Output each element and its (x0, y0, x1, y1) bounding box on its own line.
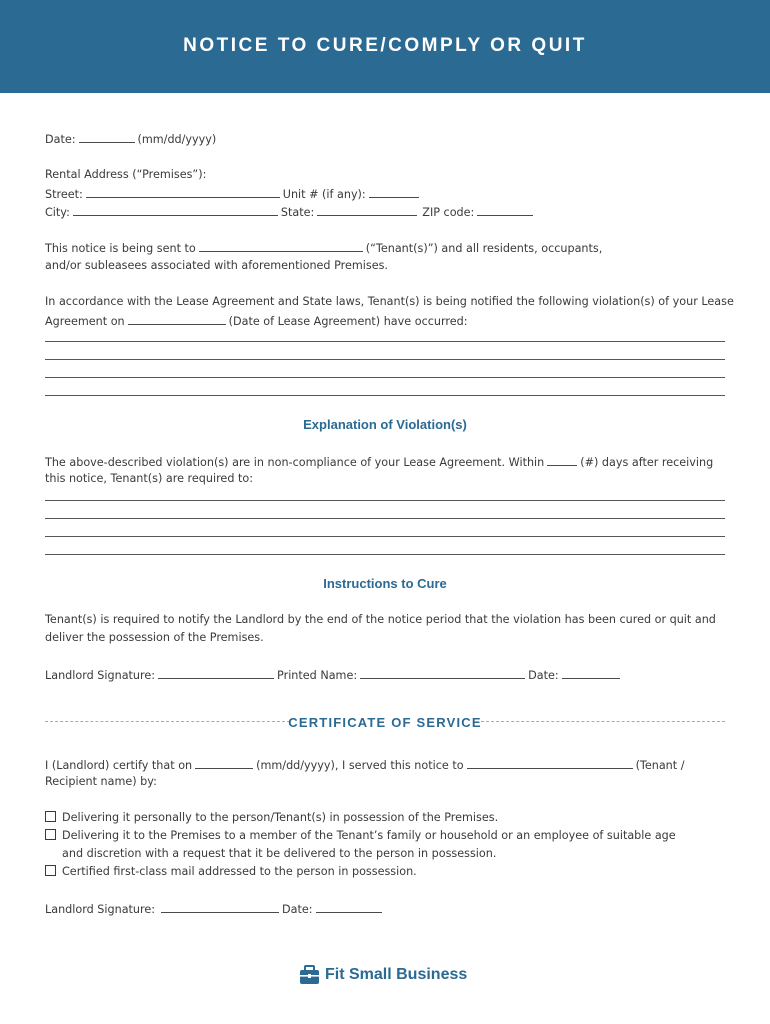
requirement-line[interactable] (45, 536, 725, 537)
certificate-date-label: Date: (282, 903, 313, 916)
instructions-line1: Tenant(s) is required to notify the Landlord by the end of the notice period that the violation has been cured or quit and (45, 613, 716, 626)
service-option (45, 829, 676, 843)
city-line (45, 204, 536, 220)
explanation-line2: this notice, Tenant(s) are required to: (45, 472, 253, 485)
service-option-label: Delivering it to the Premises to a member of the Tenant’s family or household or an employee of suitable age (62, 829, 676, 842)
footer-logo (299, 965, 467, 985)
notice-sent-suffix: (“Tenant(s)”) and all residents, occupants, (365, 242, 603, 255)
explanation-title: Explanation of Violation(s) (303, 417, 467, 432)
explanation-prefix: The above-described violation(s) are in non-compliance of your Lease Agreement. Within (45, 456, 545, 469)
violation-line[interactable] (45, 377, 725, 378)
service-option-label: Certified first-class mail addressed to the person in possession. (62, 865, 417, 878)
tenant-name-field[interactable] (199, 240, 363, 252)
checkbox[interactable] (45, 829, 56, 840)
date-line (45, 131, 216, 147)
violation-line[interactable] (45, 359, 725, 360)
service-option (45, 811, 498, 825)
certify-line1 (45, 757, 685, 773)
signature-date-label: Date: (528, 669, 559, 682)
briefcase-icon (299, 965, 320, 985)
page-title: NOTICE TO CURE/COMPLY OR QUIT (183, 34, 587, 56)
state-label: State: (280, 206, 315, 219)
brand-name: Fit Small Business (325, 966, 468, 983)
explanation-line1 (45, 454, 713, 470)
instructions-title: Instructions to Cure (323, 576, 447, 591)
violation-line[interactable] (45, 395, 725, 396)
date-format: (mm/dd/yyyy) (137, 133, 217, 146)
city-label: City: (45, 206, 70, 219)
service-option (45, 865, 417, 879)
date-field[interactable] (79, 131, 135, 143)
unit-label: Unit # (if any): (282, 188, 366, 201)
requirement-line[interactable] (45, 500, 725, 501)
accordance-line2 (45, 313, 467, 329)
checkbox[interactable] (45, 865, 56, 876)
notice-sent-line (45, 240, 602, 256)
requirement-line[interactable] (45, 518, 725, 519)
street-label: Street: (45, 188, 83, 201)
notice-sent-line2: and/or subleasees associated with aforementioned Premises. (45, 259, 388, 272)
zip-label: ZIP code: (422, 206, 475, 219)
signature-line (45, 667, 623, 683)
service-option-continuation: and discretion with a request that it be delivered to the person in possession. (62, 847, 497, 860)
service-date-field[interactable] (195, 757, 253, 769)
state-field[interactable] (317, 204, 417, 216)
accordance-line1: In accordance with the Lease Agreement and State laws, Tenant(s) is being notified the following violation(s) of your Lease (45, 295, 734, 308)
accordance-suffix: (Date of Lease Agreement) have occurred: (228, 315, 468, 328)
certify-prefix: I (Landlord) certify that on (45, 759, 193, 772)
date-label: Date: (45, 133, 76, 146)
zip-field[interactable] (477, 204, 533, 216)
landlord-signature-label: Landlord Signature: (45, 669, 156, 682)
certify-middle: (mm/dd/yyyy), I served this notice to (256, 759, 464, 772)
printed-name-label: Printed Name: (277, 669, 358, 682)
landlord-signature-label: Landlord Signature: (45, 903, 156, 916)
certificate-title: CERTIFICATE OF SERVICE (288, 715, 482, 730)
days-field[interactable] (547, 454, 577, 466)
rental-heading: Rental Address (“Premises”): (45, 168, 207, 181)
checkbox[interactable] (45, 811, 56, 822)
street-field[interactable] (86, 186, 280, 198)
violation-line[interactable] (45, 341, 725, 342)
certify-line2: Recipient name) by: (45, 775, 157, 788)
service-option-label: Delivering it personally to the person/Tenant(s) in possession of the Premises. (62, 811, 499, 824)
landlord-signature-field[interactable] (158, 667, 274, 679)
city-field[interactable] (73, 204, 278, 216)
landlord-signature-field[interactable] (161, 901, 279, 913)
signature-date-field[interactable] (562, 667, 620, 679)
certify-suffix: (Tenant / (635, 759, 685, 772)
printed-name-field[interactable] (360, 667, 525, 679)
street-line (45, 186, 422, 202)
accordance-prefix: Agreement on (45, 315, 125, 328)
recipient-name-field[interactable] (467, 757, 633, 769)
requirement-line[interactable] (45, 554, 725, 555)
certificate-date-field[interactable] (316, 901, 382, 913)
lease-date-field[interactable] (128, 313, 226, 325)
unit-field[interactable] (369, 186, 419, 198)
header-banner (0, 0, 770, 93)
certificate-signature-line (45, 901, 385, 917)
notice-sent-prefix: This notice is being sent to (45, 242, 196, 255)
explanation-suffix: (#) days after receiving (580, 456, 714, 469)
instructions-line2: deliver the possession of the Premises. (45, 631, 264, 644)
